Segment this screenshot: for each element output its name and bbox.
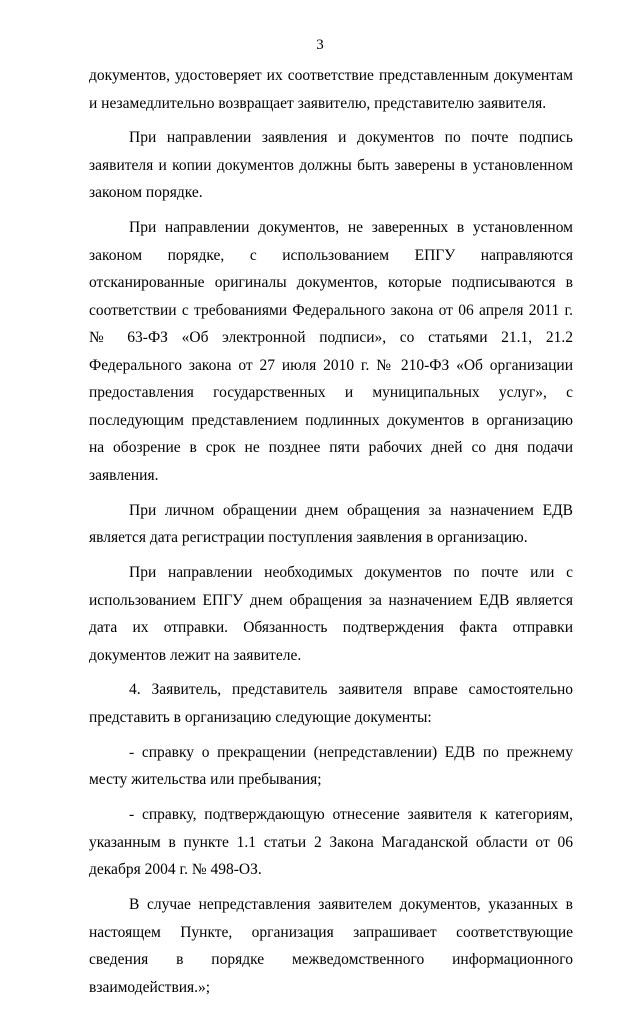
- page-number: 3: [316, 37, 324, 53]
- paragraph-item-4: 4. Заявитель, представитель заявителя вправе самостоятельно представить в организацию следующие документы:: [89, 681, 573, 726]
- document-body: [89, 62, 573, 1009]
- paragraph-application-date: При направлении необходимых документов по почте или с использованием ЕПГУ днем обращения за назначением ЕДВ является дата их отправки. Обязанность подтверждения факта отправки документов лежит на заявителе.: [89, 564, 573, 664]
- paragraph-postal-submission: При направлении заявления и документов по почте подпись заявителя и копии документов должны быть заверены в установленном законом порядке.: [89, 129, 573, 202]
- paragraph-epgu-submission: При направлении документов, не заверенных в установленном законом порядке, с использованием ЕПГУ направляются отсканированные оригиналы документов, которые подписываются в соответствии с требованиями Федерального закона от 06 апреля 2011 г. № 63-ФЗ «Об электронной подписи», со статьями 21.1, 21.2 Федерального закона от 27 июля 2010 г. № 210-ФЗ «Об организации предоставления государственных и муниципальных услуг», с последующим представлением подлинных документов в организацию на обозрение в срок не позднее пяти рабочих дней со дня подачи заявления.: [89, 219, 573, 484]
- paragraph-interagency-request: В случае непредставления заявителем документов, указанных в настоящем Пункте, организация запрашивает соответствующие сведения в порядке межведомственного информационного взаимодействия.»;: [89, 896, 573, 996]
- list-item-termination-certificate: - справку о прекращении (непредставлении) ЕДВ по прежнему месту жительства или пребывания;: [89, 743, 573, 789]
- paragraph-continuation: документов, удостоверяет их соответствие представленным документам и незамедлительно возвращает заявителю, представителю заявителя.: [89, 67, 573, 112]
- list-item-category-certificate: - справку, подтверждающую отнесение заявителя к категориям, указанным в пункте 1.1 статьи 2 Закона Магаданской области от 06 декабря 2004 г. № 498-ОЗ.: [89, 806, 573, 879]
- paragraph-personal-application: При личном обращении днем обращения за назначением ЕДВ является дата регистрации поступления заявления в организацию.: [89, 501, 573, 547]
